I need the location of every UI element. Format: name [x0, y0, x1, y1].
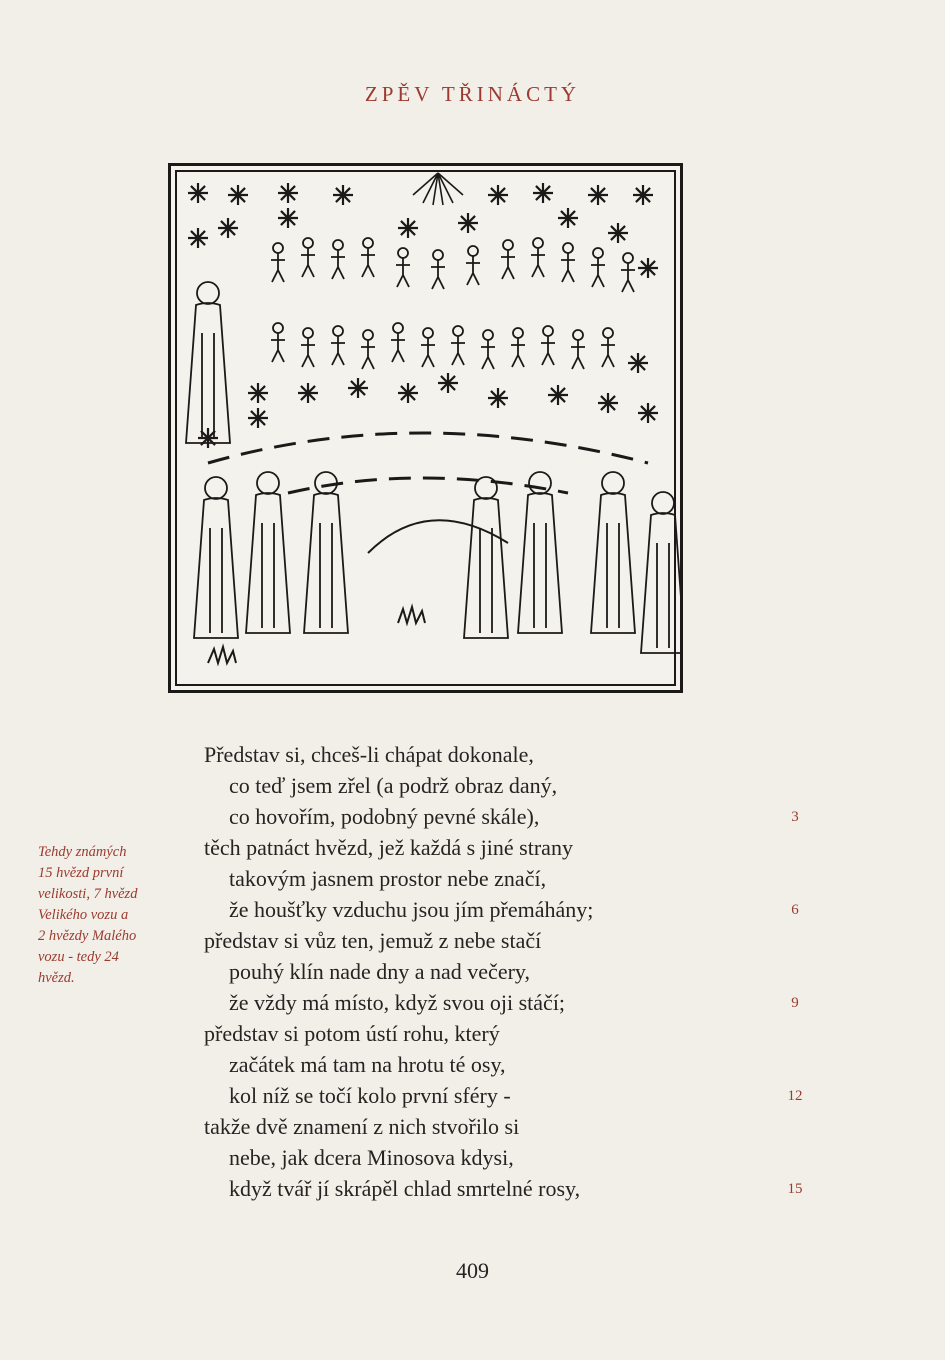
verse-line: představ si potom ústí rohu, který — [204, 1021, 500, 1046]
marginal-note-line: Tehdy známých — [38, 844, 127, 860]
verse-line: těch patnáct hvězd, jež každá s jiné strany — [204, 835, 573, 860]
woodcut-illustration — [168, 163, 683, 693]
verse-line: začátek má tam na hrotu té osy, — [229, 1052, 506, 1077]
marginal-note-line: 15 hvězd první — [38, 865, 124, 881]
marginal-note — [38, 842, 188, 989]
line-number: 12 — [787, 1088, 803, 1104]
woodcut-illustration-icon — [168, 163, 683, 693]
verse-line: kol níž se točí kolo první sféry - — [229, 1083, 511, 1108]
page-number: 409 — [456, 1258, 489, 1283]
verse-line: co hovořím, podobný pevné skále), — [229, 804, 540, 829]
line-number: 6 — [791, 902, 799, 918]
verse-line: představ si vůz ten, jemuž z nebe stačí — [204, 928, 542, 953]
verse-line: takovým jasnem prostor nebe značí, — [229, 866, 547, 891]
verse-line: že houšťky vzduchu jsou jím přemáhány; — [229, 897, 594, 922]
marginal-note-line: velikosti, 7 hvězd — [38, 886, 138, 902]
verse-line: takže dvě znamení z nich stvořilo si — [204, 1114, 520, 1139]
marginal-note-line: 2 hvězdy Malého — [38, 928, 137, 944]
line-number: 15 — [787, 1181, 803, 1197]
marginal-note-line: Velikého vozu a — [38, 907, 129, 923]
marginal-note-line: vozu - tedy 24 — [38, 949, 119, 965]
verse-line: Představ si, chceš-li chápat dokonale, — [204, 742, 534, 767]
verse-line: že vždy má místo, když svou oji stáčí; — [229, 990, 566, 1015]
verse-line: nebe, jak dcera Minosova kdysi, — [229, 1145, 514, 1170]
line-number: 9 — [791, 995, 799, 1011]
line-number: 3 — [791, 809, 799, 825]
page-heading: ZPĚV TŘINÁCTÝ — [364, 82, 581, 106]
verse-line: pouhý klín nade dny a nad večery, — [229, 959, 530, 984]
verse-line: co teď jsem zřel (a podrž obraz daný, — [229, 773, 558, 798]
marginal-note-line: hvězd. — [38, 970, 75, 986]
verse-line: když tvář jí skrápěl chlad smrtelné rosy, — [229, 1176, 581, 1201]
